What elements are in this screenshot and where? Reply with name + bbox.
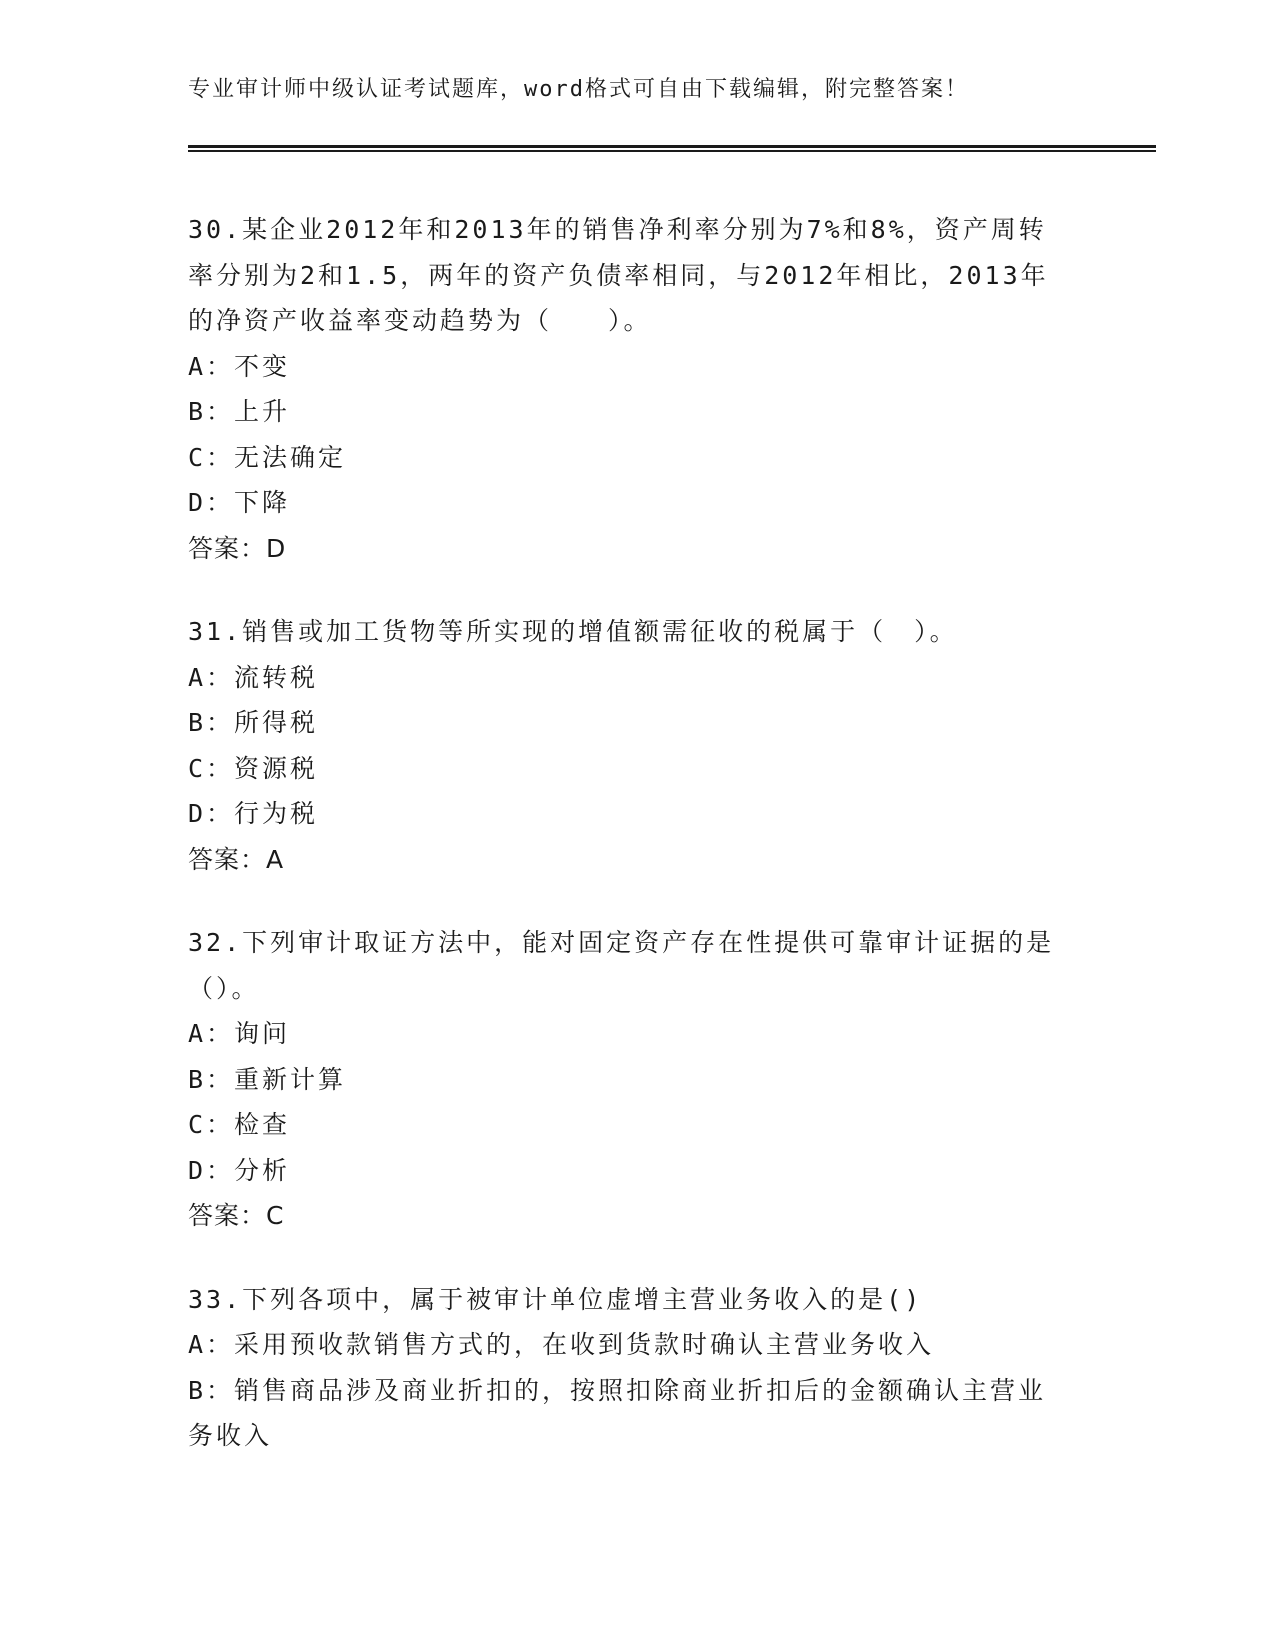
- answer-label: 答案：A: [188, 844, 285, 874]
- question-stem-line: 率分别为2和1.5，两年的资产负债率相同，与2012年相比，2013年: [188, 260, 1049, 290]
- question-stem-line: 的净资产收益率变动趋势为（ ）。: [188, 306, 652, 335]
- header-divider: [188, 145, 1156, 152]
- option-a: A：采用预收款销售方式的，在收到货款时确认主营业务收入: [188, 1330, 935, 1359]
- option-c: C：资源税: [188, 753, 319, 783]
- question-30: [188, 207, 1068, 571]
- question-list: [188, 207, 1068, 1497]
- option-c: C：检查: [188, 1110, 291, 1139]
- question-31: [188, 609, 1068, 882]
- option-a: A：流转税: [188, 662, 319, 692]
- option-a: A：询问: [188, 1019, 291, 1048]
- question-stem-line: （）。: [188, 973, 260, 1003]
- option-b: B：所得税: [188, 708, 319, 737]
- question-stem-line: 30.某企业2012年和2013年的销售净利率分别为7%和8%，资产周转: [188, 215, 1047, 244]
- page-header: 专业审计师中级认证考试题库，word格式可自由下载编辑，附完整答案！: [188, 77, 969, 102]
- option-d: D：行为税: [188, 799, 319, 828]
- option-d: D：下降: [188, 488, 291, 517]
- option-b: B：上升: [188, 397, 291, 426]
- option-c: C：无法确定: [188, 442, 347, 472]
- question-32: [188, 920, 1068, 1239]
- option-d: D：分析: [188, 1155, 291, 1185]
- answer-label: 答案：D: [188, 533, 287, 563]
- option-b: B：销售商品涉及商业折扣的，按照扣除商业折扣后的金额确认主营业: [188, 1375, 1047, 1405]
- question-stem-line: 31.销售或加工货物等所实现的增值额需征收的税属于（ ）。: [188, 617, 958, 646]
- option-b: B：重新计算: [188, 1064, 347, 1094]
- question-stem-line: 33.下列各项中，属于被审计单位虚增主营业务收入的是(): [188, 1284, 923, 1314]
- option-b-continued: 务收入: [188, 1421, 273, 1450]
- question-stem-line: 32.下列审计取证方法中，能对固定资产存在性提供可靠审计证据的是: [188, 928, 1055, 957]
- option-a: A：不变: [188, 351, 291, 381]
- answer-label: 答案：C: [188, 1201, 285, 1230]
- question-33: [188, 1277, 1068, 1459]
